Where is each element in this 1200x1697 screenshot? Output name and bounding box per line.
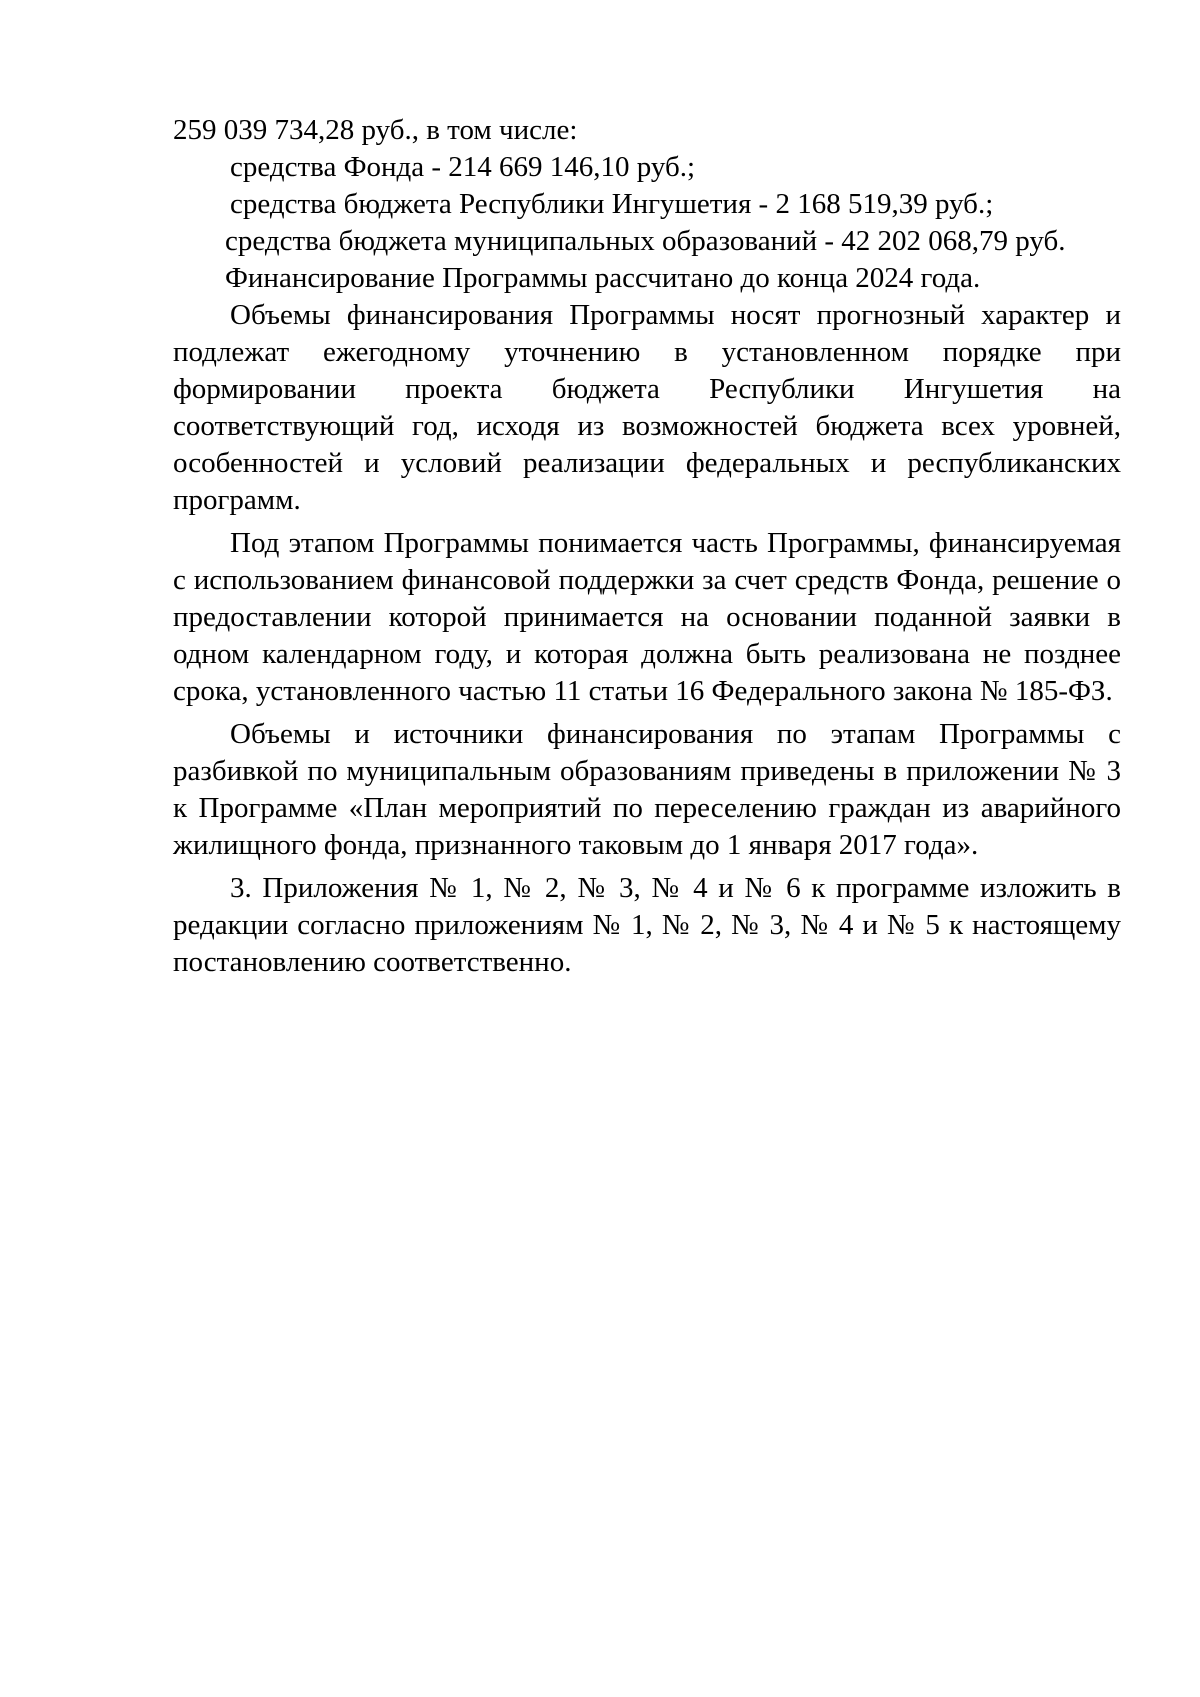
fund-amount-line: средства Фонда - 214 669 146,10 руб.; <box>230 151 696 183</box>
paragraph-volumes-sources: Объемы и источники финансирования по этапам Программы с разбивкой по муниципальным образованиям приведены в приложении № 3 к Программе «План мероприятий по переселению граждан из аварийного жилищного фонда, признанного таковым до 1 января 2017 года». <box>173 718 1121 861</box>
municipal-budget-line: средства бюджета муниципальных образований - 42 202 068,79 руб. <box>225 225 1066 257</box>
paragraph-appendices: 3. Приложения № 1, № 2, № 3, № 4 и № 6 к программе изложить в редакции согласно приложениям № 1, № 2, № 3, № 4 и № 5 к настоящему постановлению соответственно. <box>173 872 1121 978</box>
paragraph-financing-volumes: Объемы финансирования Программы носят прогнозный характер и подлежат ежегодному уточнению в установленном порядке при формировании проекта бюджета Республики Ингушетия на соответствующий год, исходя из возможностей бюджета всех уровней, особенностей и условий реализации федеральных и республиканских программ. <box>173 299 1121 516</box>
document-body <box>173 112 1121 981</box>
paragraph-program-stage: Под этапом Программы понимается часть Программы, финансируемая с использованием финансовой поддержки за счет средств Фонда, решение о предоставлении которой принимается на основании поданной заявки в одном календарном году, и которая должна быть реализована не позднее срока, установленного частью 11 статьи 16 Федерального закона № 185-ФЗ. <box>173 527 1121 707</box>
financing-period-line: Финансирование Программы рассчитано до конца 2024 года. <box>225 262 981 294</box>
republic-budget-line: средства бюджета Республики Ингушетия - 2 168 519,39 руб.; <box>230 188 994 220</box>
total-amount-line: 259 039 734,28 руб., в том числе: <box>173 114 578 146</box>
